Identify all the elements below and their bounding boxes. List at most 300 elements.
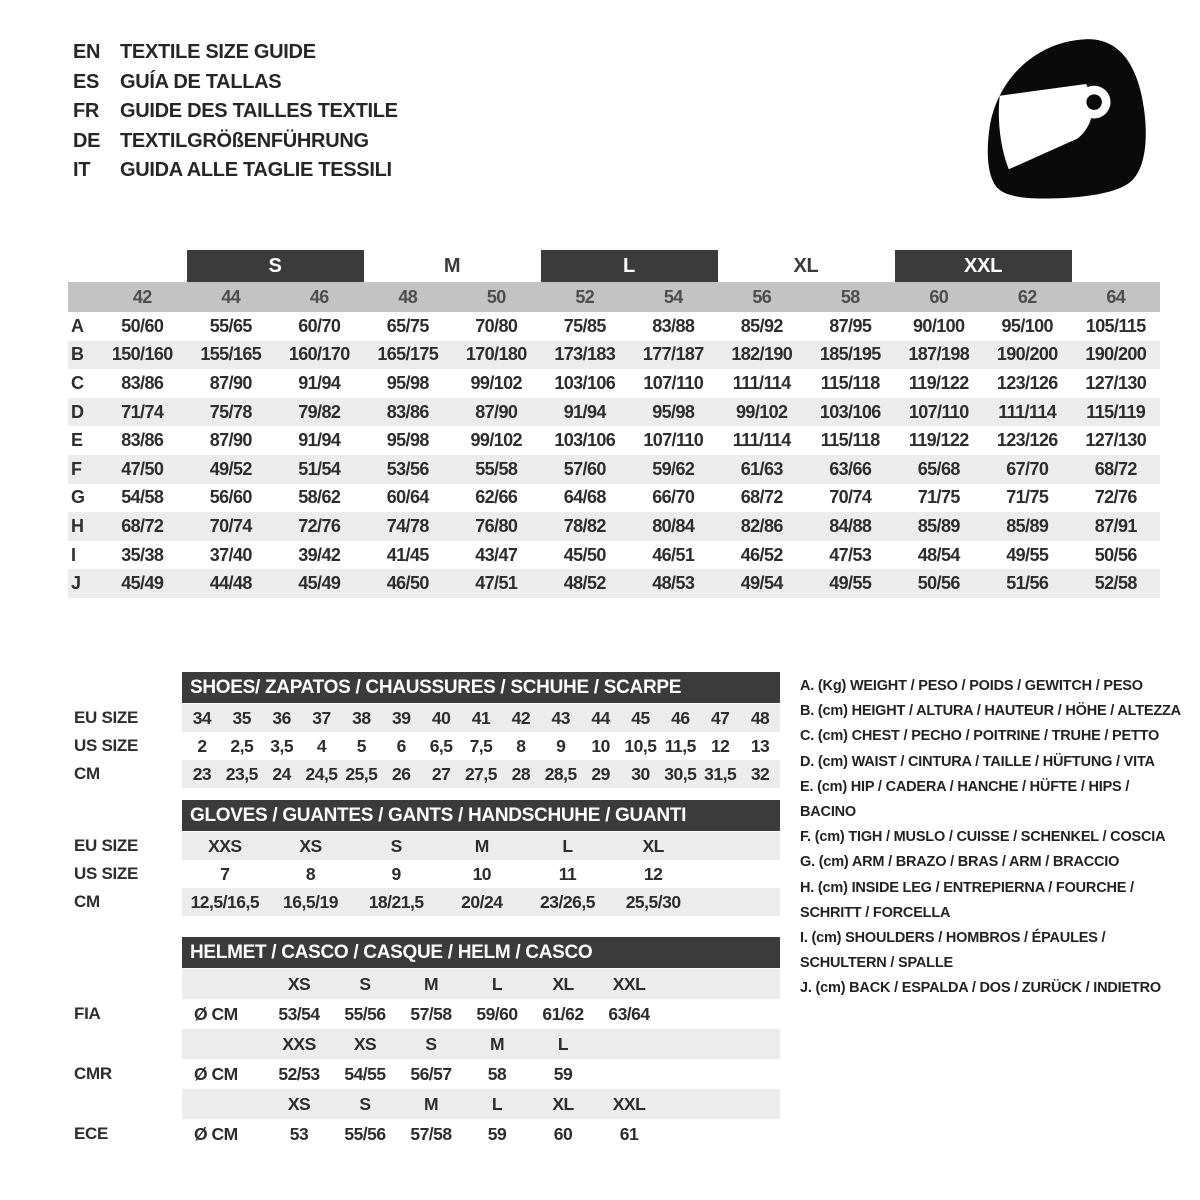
numeric-size: 42 — [132, 286, 152, 307]
size-value: 56/57 — [410, 1063, 452, 1084]
size-value: 115/119 — [1086, 401, 1146, 422]
size-value: 50/60 — [121, 315, 164, 336]
language-row — [73, 38, 398, 68]
size-value: 72/76 — [1094, 487, 1137, 508]
size-value: 7,5 — [469, 735, 493, 756]
helmet-icon-graphic — [972, 34, 1160, 202]
legend-item: J. (cm) BACK / ESPALDA / DOS / ZURÜCK / INDIETRO — [800, 980, 1161, 997]
size-label: XS — [287, 1093, 311, 1114]
language-code: FR — [73, 100, 100, 122]
unit-label: Ø CM — [194, 1123, 238, 1144]
size-value: 46/50 — [386, 573, 429, 594]
helmet-size-table — [68, 937, 780, 1149]
language-title-list — [73, 38, 398, 186]
row-cells — [182, 1089, 780, 1119]
size-value: 27 — [431, 763, 451, 784]
size-value: 25,5/30 — [625, 891, 681, 912]
size-value: 80/84 — [652, 515, 695, 536]
size-value: 83/86 — [121, 430, 164, 451]
row-cells — [182, 1029, 780, 1059]
size-value: 59 — [487, 1123, 507, 1144]
size-group-label — [1072, 250, 1161, 282]
size-label: L — [557, 1033, 569, 1054]
shoes-table-title: SHOES/ ZAPATOS / CHAUSSURES / SCHUHE / SCARPE — [182, 672, 780, 703]
size-value: 95/98 — [652, 401, 695, 422]
table-row — [68, 732, 780, 760]
numeric-size: 52 — [575, 286, 595, 307]
size-value: 52/58 — [1094, 573, 1137, 594]
size-value: 53/54 — [278, 1003, 320, 1024]
numeric-size: 46 — [309, 286, 329, 307]
size-value: 83/86 — [121, 372, 164, 393]
size-value: 91/94 — [298, 430, 341, 451]
row-label — [68, 1029, 182, 1059]
helmet-table-title: HELMET / CASCO / CASQUE / HELM / CASCO — [182, 937, 780, 968]
size-value: 87/95 — [829, 315, 872, 336]
size-value: 49/54 — [740, 573, 783, 594]
size-value: M — [474, 835, 489, 856]
size-value: 82/86 — [740, 515, 783, 536]
size-value: 55/58 — [475, 458, 518, 479]
row-label: CM — [74, 892, 100, 911]
row-label: A — [71, 315, 84, 336]
size-label: S — [359, 1093, 371, 1114]
size-value: 35 — [232, 707, 252, 728]
size-value: 49/55 — [1006, 544, 1049, 565]
size-value: 3,5 — [270, 735, 294, 756]
size-value: 45/49 — [298, 573, 341, 594]
shoes-size-table — [68, 672, 780, 788]
size-label: S — [425, 1033, 437, 1054]
unit-label: Ø CM — [194, 1063, 238, 1084]
legend-item: I. (cm) SHOULDERS / HOMBROS / ÉPAULES / SCHULTERN / SPALLE — [800, 930, 1106, 972]
size-value: 29 — [591, 763, 610, 784]
size-value: XS — [299, 835, 322, 856]
row-label: B — [71, 344, 84, 365]
legend-item: C. (cm) CHEST / PECHO / POITRINE / TRUHE / PETTO — [800, 728, 1160, 745]
size-value: 61/62 — [542, 1003, 584, 1024]
size-label: XXL — [612, 973, 646, 994]
size-value: 115/118 — [820, 430, 880, 451]
row-cells — [182, 704, 780, 732]
size-value: 6,5 — [429, 735, 453, 756]
guide-title: GUIDA ALLE TAGLIE TESSILI — [120, 159, 392, 181]
size-value: 95/100 — [1001, 315, 1053, 336]
size-group-label: S — [187, 250, 364, 282]
size-value: 119/122 — [908, 372, 969, 393]
size-value: 26 — [392, 763, 411, 784]
size-value: 60 — [553, 1123, 573, 1144]
size-value: 64/68 — [563, 487, 606, 508]
size-value: 87/91 — [1094, 515, 1137, 536]
size-value: 105/115 — [1085, 315, 1146, 336]
measurement-row — [68, 398, 1160, 427]
size-group-label: M — [443, 254, 461, 277]
size-value: 12,5/16,5 — [190, 891, 260, 912]
measurement-legend — [800, 674, 1188, 1002]
size-value: 75/78 — [209, 401, 252, 422]
size-value: 49/55 — [829, 573, 872, 594]
size-value: 45/50 — [563, 544, 606, 565]
size-value: 25,5 — [345, 763, 378, 784]
size-value: 48/52 — [563, 573, 606, 594]
helmet-icon — [972, 34, 1160, 202]
legend-item: D. (cm) WAIST / CINTURA / TAILLE / HÜFTUNG / VITA — [800, 753, 1155, 770]
size-value: 63/66 — [829, 458, 872, 479]
measurement-row — [68, 512, 1160, 541]
row-label — [68, 969, 182, 999]
size-value: 2 — [197, 735, 207, 756]
size-value: 99/102 — [470, 430, 522, 451]
size-value: 10 — [591, 735, 610, 756]
size-value: 39/42 — [298, 544, 341, 565]
standard-label: CMR — [74, 1064, 112, 1083]
size-label: XXS — [282, 1033, 316, 1054]
size-group-header-row — [68, 250, 1160, 282]
size-value: L — [562, 835, 573, 856]
size-value: 61/63 — [740, 458, 783, 479]
size-value: 12 — [643, 863, 663, 884]
table-row — [68, 760, 780, 788]
size-value: 66/70 — [652, 487, 695, 508]
size-value: 115/118 — [820, 372, 880, 393]
size-value: 87/90 — [209, 430, 252, 451]
measurement-row — [68, 484, 1160, 513]
size-value: 90/100 — [913, 315, 965, 336]
size-value: 54/58 — [121, 487, 164, 508]
size-value: 57/60 — [563, 458, 606, 479]
size-value: 185/195 — [819, 344, 881, 365]
size-value: 103/106 — [819, 401, 881, 422]
size-value: 23 — [192, 763, 212, 784]
size-value: 53/56 — [386, 458, 429, 479]
row-cells — [182, 969, 780, 999]
size-value: 51/56 — [1006, 573, 1049, 594]
table-row — [68, 832, 780, 860]
measurement-row — [68, 569, 1160, 598]
size-value: 24 — [272, 763, 291, 784]
size-value: 47/51 — [475, 573, 518, 594]
size-value: 58/62 — [298, 487, 341, 508]
size-value: 16,5/19 — [283, 891, 338, 912]
size-value: 41 — [471, 707, 491, 728]
size-value: 10 — [472, 863, 492, 884]
guide-title: TEXTILE SIZE GUIDE — [120, 41, 316, 63]
size-value: 67/70 — [1006, 458, 1049, 479]
row-cells — [182, 732, 780, 760]
size-value: 7 — [220, 863, 230, 884]
size-value: 52/53 — [278, 1063, 320, 1084]
size-label: XL — [552, 1093, 574, 1114]
size-value: 56/60 — [209, 487, 252, 508]
size-value: 18/21,5 — [368, 891, 424, 912]
size-value: 85/89 — [1006, 515, 1049, 536]
size-value: 111/114 — [732, 430, 791, 451]
helmet-value-row — [68, 1059, 780, 1089]
size-value: 34 — [192, 707, 212, 728]
size-value: 68/72 — [740, 487, 783, 508]
size-group-label — [68, 250, 187, 282]
size-value: 8 — [516, 735, 526, 756]
size-value: 47/53 — [829, 544, 872, 565]
row-label: F — [71, 458, 82, 479]
size-value: 32 — [750, 763, 770, 784]
legend-item: B. (cm) HEIGHT / ALTURA / HAUTEUR / HÖHE / ALTEZZA — [800, 703, 1181, 720]
size-value: 2,5 — [230, 735, 254, 756]
size-value: 99/102 — [470, 372, 522, 393]
numeric-size: 58 — [840, 286, 860, 307]
size-value: 83/88 — [652, 315, 695, 336]
size-value: 85/92 — [740, 315, 783, 336]
size-value: 61 — [619, 1123, 639, 1144]
size-label: XS — [353, 1033, 377, 1054]
guide-title: TEXTILGRÖßENFÜHRUNG — [120, 129, 369, 152]
size-value: 99/102 — [736, 401, 788, 422]
size-value: 42 — [511, 707, 531, 728]
language-code: DE — [73, 129, 101, 152]
legend-item: A. (Kg) WEIGHT / PESO / POIDS / GEWITCH / PESO — [800, 678, 1143, 694]
size-value: 60/70 — [298, 315, 341, 336]
language-code: EN — [73, 41, 101, 63]
size-value: 71/75 — [1006, 487, 1049, 508]
size-value: 54/55 — [344, 1063, 386, 1084]
size-label: M — [423, 1093, 439, 1114]
size-value: 155/165 — [200, 344, 262, 365]
size-value: 9 — [556, 735, 566, 756]
helmet-value-row — [68, 1119, 780, 1149]
row-label: I — [71, 544, 76, 565]
row-label: US SIZE — [74, 864, 139, 883]
numeric-size: 48 — [398, 286, 418, 307]
gloves-table-rows — [68, 832, 780, 916]
size-value: 83/86 — [386, 401, 429, 422]
row-label: EU SIZE — [74, 708, 139, 727]
language-code: IT — [73, 159, 91, 181]
measurement-row — [68, 341, 1160, 370]
size-value: 68/72 — [1094, 458, 1137, 479]
numeric-size: 62 — [1017, 286, 1037, 307]
size-label: XL — [552, 973, 574, 994]
row-cells — [182, 1119, 780, 1149]
size-value: 37 — [312, 707, 331, 728]
size-label: L — [491, 1093, 503, 1114]
size-value: 30,5 — [664, 763, 697, 784]
size-value: 47 — [710, 707, 730, 728]
size-value: 74/78 — [386, 515, 429, 536]
size-value: 27,5 — [464, 763, 498, 784]
unit-label: Ø CM — [194, 1003, 238, 1024]
size-value: 91/94 — [298, 372, 341, 393]
gloves-size-table — [68, 800, 780, 916]
size-value: 190/200 — [996, 344, 1058, 365]
size-value: 182/190 — [731, 344, 793, 365]
size-value: 40 — [431, 707, 451, 728]
language-row — [73, 68, 398, 98]
size-value: 71/75 — [917, 487, 960, 508]
size-value: 9 — [391, 863, 401, 884]
size-value: 72/76 — [298, 515, 341, 536]
size-value: 55/56 — [344, 1123, 386, 1144]
size-value: 30 — [631, 763, 650, 784]
size-value: 31,5 — [704, 763, 737, 784]
measurement-row — [68, 426, 1160, 455]
row-label: US SIZE — [74, 736, 139, 755]
size-value: 107/110 — [643, 430, 704, 451]
size-value: 50/56 — [917, 573, 960, 594]
size-value: 78/82 — [563, 515, 606, 536]
size-value: 59/60 — [476, 1003, 518, 1024]
size-value: 84/88 — [829, 515, 872, 536]
row-cells — [182, 832, 780, 860]
shoes-table-rows — [68, 704, 780, 788]
legend-item: F. (cm) TIGH / MUSLO / CUISSE / SCHENKEL / COSCIA — [800, 829, 1166, 846]
size-value: 48/54 — [917, 544, 960, 565]
helmet-table-rows — [68, 969, 780, 1149]
row-cells — [182, 999, 780, 1029]
row-cells — [182, 860, 780, 888]
helmet-size-header-row — [68, 969, 780, 999]
size-value: 71/74 — [121, 401, 164, 422]
numeric-size: 54 — [663, 286, 683, 307]
size-value: 28,5 — [544, 763, 577, 784]
size-value: 91/94 — [563, 401, 606, 422]
size-value: 87/90 — [209, 372, 252, 393]
size-value: 28 — [511, 763, 531, 784]
numeric-size: 44 — [221, 286, 241, 307]
size-value: 11 — [558, 863, 577, 884]
size-label: XXL — [612, 1093, 646, 1114]
size-value: 79/82 — [298, 401, 341, 422]
size-value: 53 — [289, 1123, 309, 1144]
table-row — [68, 888, 780, 916]
size-label: M — [423, 973, 439, 994]
size-value: 59 — [553, 1063, 573, 1084]
row-label: E — [71, 430, 83, 451]
size-value: 70/74 — [209, 515, 252, 536]
table-row — [68, 704, 780, 732]
size-value: 60/64 — [386, 487, 429, 508]
size-value: S — [390, 835, 402, 856]
size-value: 95/98 — [386, 430, 429, 451]
measurement-row — [68, 455, 1160, 484]
row-label: C — [71, 372, 84, 393]
size-value: 36 — [272, 707, 291, 728]
row-label: H — [71, 515, 84, 536]
table-row — [68, 860, 780, 888]
size-value: 177/187 — [642, 344, 704, 365]
language-code: ES — [73, 70, 100, 93]
size-value: 24,5 — [305, 763, 338, 784]
size-value: 59/62 — [652, 458, 695, 479]
size-value: 44 — [591, 707, 610, 728]
guide-title: GUIDE DES TAILLES TEXTILE — [120, 100, 398, 122]
size-value: 165/175 — [377, 344, 439, 365]
size-value: 76/80 — [475, 515, 518, 536]
size-value: 45 — [631, 707, 650, 728]
size-value: 48/53 — [652, 573, 695, 594]
size-value: 63/64 — [608, 1003, 650, 1024]
measurement-row — [68, 541, 1160, 570]
size-value: 190/200 — [1085, 344, 1147, 365]
gloves-table-title: GLOVES / GUANTES / GANTS / HANDSCHUHE / GUANTI — [182, 800, 780, 831]
size-value: 111/114 — [998, 401, 1057, 422]
size-value: 11,5 — [664, 735, 696, 756]
size-value: 123/126 — [996, 372, 1058, 393]
size-value: 4 — [316, 735, 327, 756]
size-value: 87/90 — [475, 401, 518, 422]
size-value: 8 — [305, 863, 316, 884]
size-group-label: L — [541, 250, 718, 282]
size-value: 70/80 — [475, 315, 518, 336]
size-value: 187/198 — [908, 344, 970, 365]
size-label: XS — [287, 973, 311, 994]
standard-label: FIA — [74, 1004, 101, 1023]
helmet-size-header-row — [68, 1089, 780, 1119]
size-value: 5 — [356, 735, 366, 756]
size-value: 107/110 — [908, 401, 969, 422]
helmet-value-row — [68, 999, 780, 1029]
standard-label: ECE — [74, 1124, 109, 1143]
legend-item: E. (cm) HIP / CADERA / HANCHE / HÜFTE / HIPS / BACINO — [800, 778, 1130, 821]
size-value: 68/72 — [121, 515, 164, 536]
numeric-size: 56 — [752, 286, 772, 307]
size-value: 65/75 — [386, 315, 429, 336]
size-value: 47/50 — [121, 458, 164, 479]
language-row — [73, 127, 398, 157]
size-value: 173/183 — [554, 344, 616, 365]
size-label: S — [359, 973, 371, 994]
size-value: 103/106 — [554, 372, 616, 393]
helmet-size-header-row — [68, 1029, 780, 1059]
size-value: 46/51 — [652, 544, 695, 565]
size-value: 107/110 — [643, 372, 704, 393]
size-value: 6 — [396, 735, 406, 756]
numeric-size: 60 — [929, 286, 949, 307]
size-value: 12 — [710, 735, 730, 756]
size-value: 57/58 — [410, 1123, 452, 1144]
size-label: M — [489, 1033, 505, 1054]
size-value: XXS — [208, 835, 242, 856]
size-value: 20/24 — [461, 891, 503, 912]
legend-item: H. (cm) INSIDE LEG / ENTREPIERNA / FOURCHE / SCHRITT / FORCELLA — [800, 879, 1134, 921]
size-value: 119/122 — [908, 430, 969, 451]
guide-title: GUÍA DE TALLAS — [120, 70, 282, 93]
size-value: 43/47 — [475, 544, 518, 565]
size-value: 45/49 — [121, 573, 164, 594]
size-value: 55/56 — [344, 1003, 386, 1024]
measurement-row — [68, 312, 1160, 341]
legend-item: G. (cm) ARM / BRAZO / BRAS / ARM / BRACCIO — [800, 854, 1120, 871]
size-value: 13 — [750, 735, 770, 756]
size-group-label: XL — [793, 254, 819, 277]
textile-size-table — [68, 250, 1160, 598]
numeric-size-row — [68, 282, 1160, 312]
size-value: 35/38 — [121, 544, 164, 565]
size-value: 38 — [352, 707, 371, 728]
size-value: 50/56 — [1094, 544, 1137, 565]
numeric-size: 64 — [1106, 286, 1126, 307]
size-value: 49/52 — [209, 458, 252, 479]
size-value: 123/126 — [996, 430, 1058, 451]
footwear-accessory-tables — [68, 672, 780, 1161]
row-label: EU SIZE — [74, 836, 139, 855]
size-value: 127/130 — [1085, 430, 1147, 451]
size-value: 150/160 — [111, 344, 173, 365]
size-label: L — [491, 973, 503, 994]
size-value: 41/45 — [386, 544, 429, 565]
measurement-row — [68, 369, 1160, 398]
size-value: 58 — [487, 1063, 507, 1084]
